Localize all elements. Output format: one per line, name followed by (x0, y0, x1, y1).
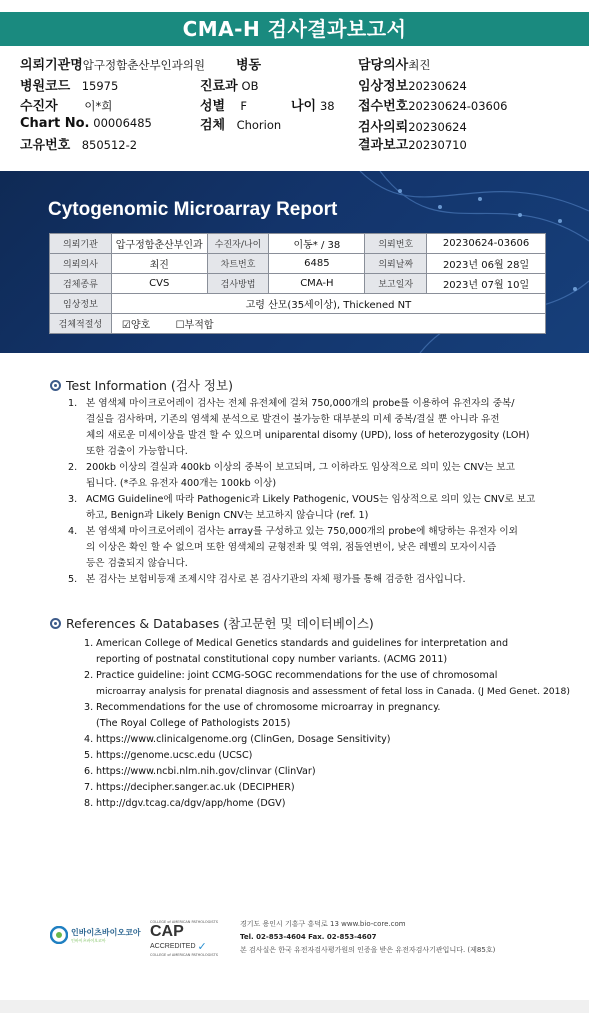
item-line: 됩니다. (*주요 유전자 400개는 100kb 이상) (86, 478, 277, 489)
list-item (84, 700, 554, 732)
age-value: 38 (319, 99, 335, 113)
company-subname: 인바이츠바이오코아 (71, 937, 106, 943)
cap-logo (150, 920, 220, 957)
item-line: 본 검사는 보험비등재 조제시약 검사로 본 검사기관의 자체 평가를 통해 검증한 검사입니다. (86, 574, 466, 585)
item-line: 또한 검출이 가능합니다. (86, 446, 188, 457)
receipt-value: 20230624-03606 (408, 99, 508, 113)
reference-link[interactable]: https://www.clinicalgenome.org (ClinGen, Dosage Sensitivity) (96, 734, 391, 745)
list-item (68, 460, 546, 492)
table-cell: 보고일자 (365, 274, 427, 294)
institution-value: 압구정함춘산부인과의원 (82, 58, 205, 72)
unique-label: 고유번호 (20, 138, 71, 153)
item-line: 하고, Benign과 Likely Benign CNV는 보고하지 않습니다 (ref. 1) (86, 510, 369, 521)
item-number: 1. (84, 638, 94, 649)
list-item (84, 636, 554, 668)
item-number: 2. (68, 462, 78, 473)
table-cell: 의뢰번호 (365, 234, 427, 254)
reference-link[interactable]: https://genome.ucsc.edu (UCSC) (96, 750, 253, 761)
clinical-label: 임상정보 (358, 79, 409, 94)
references-heading: References & Databases (참고문헌 및 데이터베이스) (66, 616, 374, 631)
report-info-table (49, 233, 546, 334)
item-line: (The Royal College of Pathologists 2015) (96, 718, 291, 729)
clinical-info-cell: 고령 산모(35세이상), Thickened NT (111, 294, 545, 314)
dept-value: OB (241, 79, 259, 93)
cap-top-text: COLLEGE of AMERICAN PATHOLOGISTS (150, 920, 218, 924)
item-number: 4. (84, 734, 94, 745)
item-number: 3. (84, 702, 94, 713)
report-footer (50, 918, 550, 962)
table-cell: 20230624-03606 (427, 234, 546, 254)
result-label: 결과보고 (358, 138, 409, 153)
cap-accredited-text: ACCREDITED (150, 943, 196, 950)
reference-link[interactable]: https://www.ncbi.nlm.nih.gov/clinvar (ClinVar) (96, 766, 316, 777)
chart-label: Chart No. (20, 116, 90, 131)
test-info-heading: Test Information (검사 정보) (66, 378, 233, 393)
chart-value: 00006485 (93, 116, 152, 130)
company-logo-icon (50, 926, 68, 944)
table-row (50, 314, 546, 334)
list-item (68, 572, 546, 588)
checkbox-checked-icon: ☑ (121, 320, 131, 331)
banner-title: Cytogenomic Microarray Report (48, 199, 338, 220)
item-number: 8. (84, 798, 94, 809)
item-number: 2. (84, 670, 94, 681)
table-cell: 2023년 06월 28일 (427, 254, 546, 274)
specimen-value: Chorion (236, 118, 282, 132)
item-number: 5. (84, 750, 94, 761)
sex-label: 성별 (200, 99, 226, 114)
list-item (84, 796, 554, 812)
sex-value: F (240, 99, 248, 113)
reference-link[interactable]: http://dgv.tcag.ca/dgv/app/home (DGV) (96, 798, 286, 809)
hospital-code-label: 병원코드 (20, 79, 71, 94)
item-line: 의 이상은 확인 할 수 없으며 또한 염색체의 균형전좌 및 역위, 점돌연변이, 낮은 레벨의 모자이시즘 (86, 542, 497, 553)
list-item (68, 524, 546, 572)
item-number: 6. (84, 766, 94, 777)
item-line: 등은 검출되지 않습니다. (86, 558, 188, 569)
list-item (84, 732, 554, 748)
table-cell: CMA-H (269, 274, 365, 294)
dept-label: 진료과 (200, 79, 238, 94)
footer-contact (240, 918, 495, 957)
list-item (68, 492, 546, 524)
check-icon: ✓ (197, 940, 207, 953)
company-name: 인바이츠바이오코아 (71, 927, 141, 937)
company-logo (50, 926, 141, 944)
specimen-adequacy-cell (111, 314, 545, 334)
item-line: 체의 새로운 미세이상을 발견 할 수 있으며 uniparental disomy (UPD), loss of heterozygosity (LOH) (86, 430, 530, 441)
cap-bottom-text: COLLEGE of AMERICAN PATHOLOGISTS (150, 953, 218, 957)
manager-label: 담당의사 (358, 58, 409, 73)
item-number: 4. (68, 526, 78, 537)
table-row (50, 254, 546, 274)
item-line: 200kb 이상의 결실과 400kb 이상의 중복이 보고되며, 그 이하라도 임상적으로 의미 있는 CNV는 보고 (86, 462, 515, 473)
report-title: CMA-H 검사결과보고서 (0, 12, 589, 46)
table-cell: 검체종류 (50, 274, 112, 294)
report-banner (0, 171, 589, 353)
references-section (50, 614, 570, 809)
table-cell: 검체적절성 (50, 314, 112, 334)
request-value: 20230624 (408, 120, 467, 134)
list-item (84, 780, 554, 796)
references-list (84, 636, 570, 812)
adequacy-bad-label: 부적합 (184, 320, 214, 331)
table-cell: 최진 (111, 254, 207, 274)
section-bullet-icon (50, 618, 61, 629)
item-line: 본 염색체 마이크로어레이 검사는 array를 구성하고 있는 750,000개의 probe에 해당하는 유전자 이외 (86, 526, 518, 537)
section-bullet-icon (50, 380, 61, 391)
institution-label: 의뢰기관명 (20, 58, 83, 73)
footer-notice: 본 검사실은 한국 유전자검사평가원의 인증을 받은 유전자검사기관입니다. (제85호) (240, 946, 496, 954)
item-line: 결실을 검사하며, 기존의 염색체 분석으로 발견이 불가능한 대부분의 미세 중복/결실 뿐 아니라 유전 (86, 414, 500, 425)
hospital-code-value: 15975 (81, 79, 119, 93)
item-line: microarray analysis for prenatal diagnosis and assessment of fetal loss in Canada. (J Med Genet. 2018) (96, 686, 570, 697)
list-item (84, 748, 554, 764)
item-line: American College of Medical Genetics standards and guidelines for interpretation and (96, 638, 509, 649)
reference-link[interactable]: https://decipher.sanger.ac.uk (DECIPHER) (96, 782, 295, 793)
patient-value: 이*희 (84, 99, 113, 113)
patient-label: 수진자 (20, 99, 58, 114)
test-information-section (50, 376, 550, 586)
result-value: 20230710 (408, 138, 467, 152)
checkbox-empty-icon: ☐ (175, 320, 185, 331)
item-line: Recommendations for the use of chromosome microarray in pregnancy. (96, 702, 441, 713)
table-cell: 임상정보 (50, 294, 112, 314)
table-cell: 압구정함춘산부인과 (111, 234, 207, 254)
list-item (68, 396, 546, 460)
table-cell: 수진자/나이 (207, 234, 269, 254)
bottom-strip (0, 1000, 589, 1013)
table-cell: 2023년 07월 10일 (427, 274, 546, 294)
adequacy-ok-label: 양호 (130, 320, 151, 331)
request-label: 검사의뢰 (358, 120, 409, 135)
table-cell: 의뢰날짜 (365, 254, 427, 274)
table-cell: CVS (111, 274, 207, 294)
specimen-label: 검체 (200, 118, 226, 133)
cap-main-text: CAP (150, 923, 184, 940)
table-cell: 이동* / 38 (269, 234, 365, 254)
list-item (84, 668, 570, 700)
list-item (84, 764, 554, 780)
item-line: reporting of postnatal constitutional copy number variants. (ACMG 2011) (96, 654, 448, 665)
item-line: ACMG Guideline에 따라 Pathogenic과 Likely Pathogenic, VOUS는 임상적으로 의미 있는 CNV로 보고 (86, 494, 536, 505)
item-number: 7. (84, 782, 94, 793)
table-cell: 의뢰의사 (50, 254, 112, 274)
item-number: 1. (68, 398, 78, 409)
test-info-list (68, 396, 546, 588)
item-number: 5. (68, 574, 78, 585)
clinical-value: 20230624 (408, 79, 467, 93)
ward-label: 병동 (236, 58, 262, 73)
table-row (50, 274, 546, 294)
footer-address: 경기도 용인시 기흥구 흥덕로 13 www.bio-core.com (240, 920, 406, 928)
table-cell: 검사방법 (207, 274, 269, 294)
manager-value: 최진 (408, 58, 431, 72)
table-row (50, 234, 546, 254)
item-line: 본 염색체 마이크로어레이 검사는 전체 유전체에 걸쳐 750,000개의 probe를 이용하여 유전자의 중복/ (86, 398, 515, 409)
table-cell: 6485 (269, 254, 365, 274)
footer-phone: Tel. 02-853-4604 Fax. 02-853-4607 (240, 933, 377, 941)
receipt-label: 접수번호 (358, 99, 409, 114)
item-number: 3. (68, 494, 78, 505)
table-row (50, 294, 546, 314)
age-label: 나이 (291, 99, 317, 114)
table-cell: 차트번호 (207, 254, 269, 274)
unique-value: 850512-2 (81, 138, 138, 152)
table-cell: 의뢰기관 (50, 234, 112, 254)
item-line: Practice guideline: joint CCMG-SOGC recommendations for the use of chromosomal (96, 670, 498, 681)
